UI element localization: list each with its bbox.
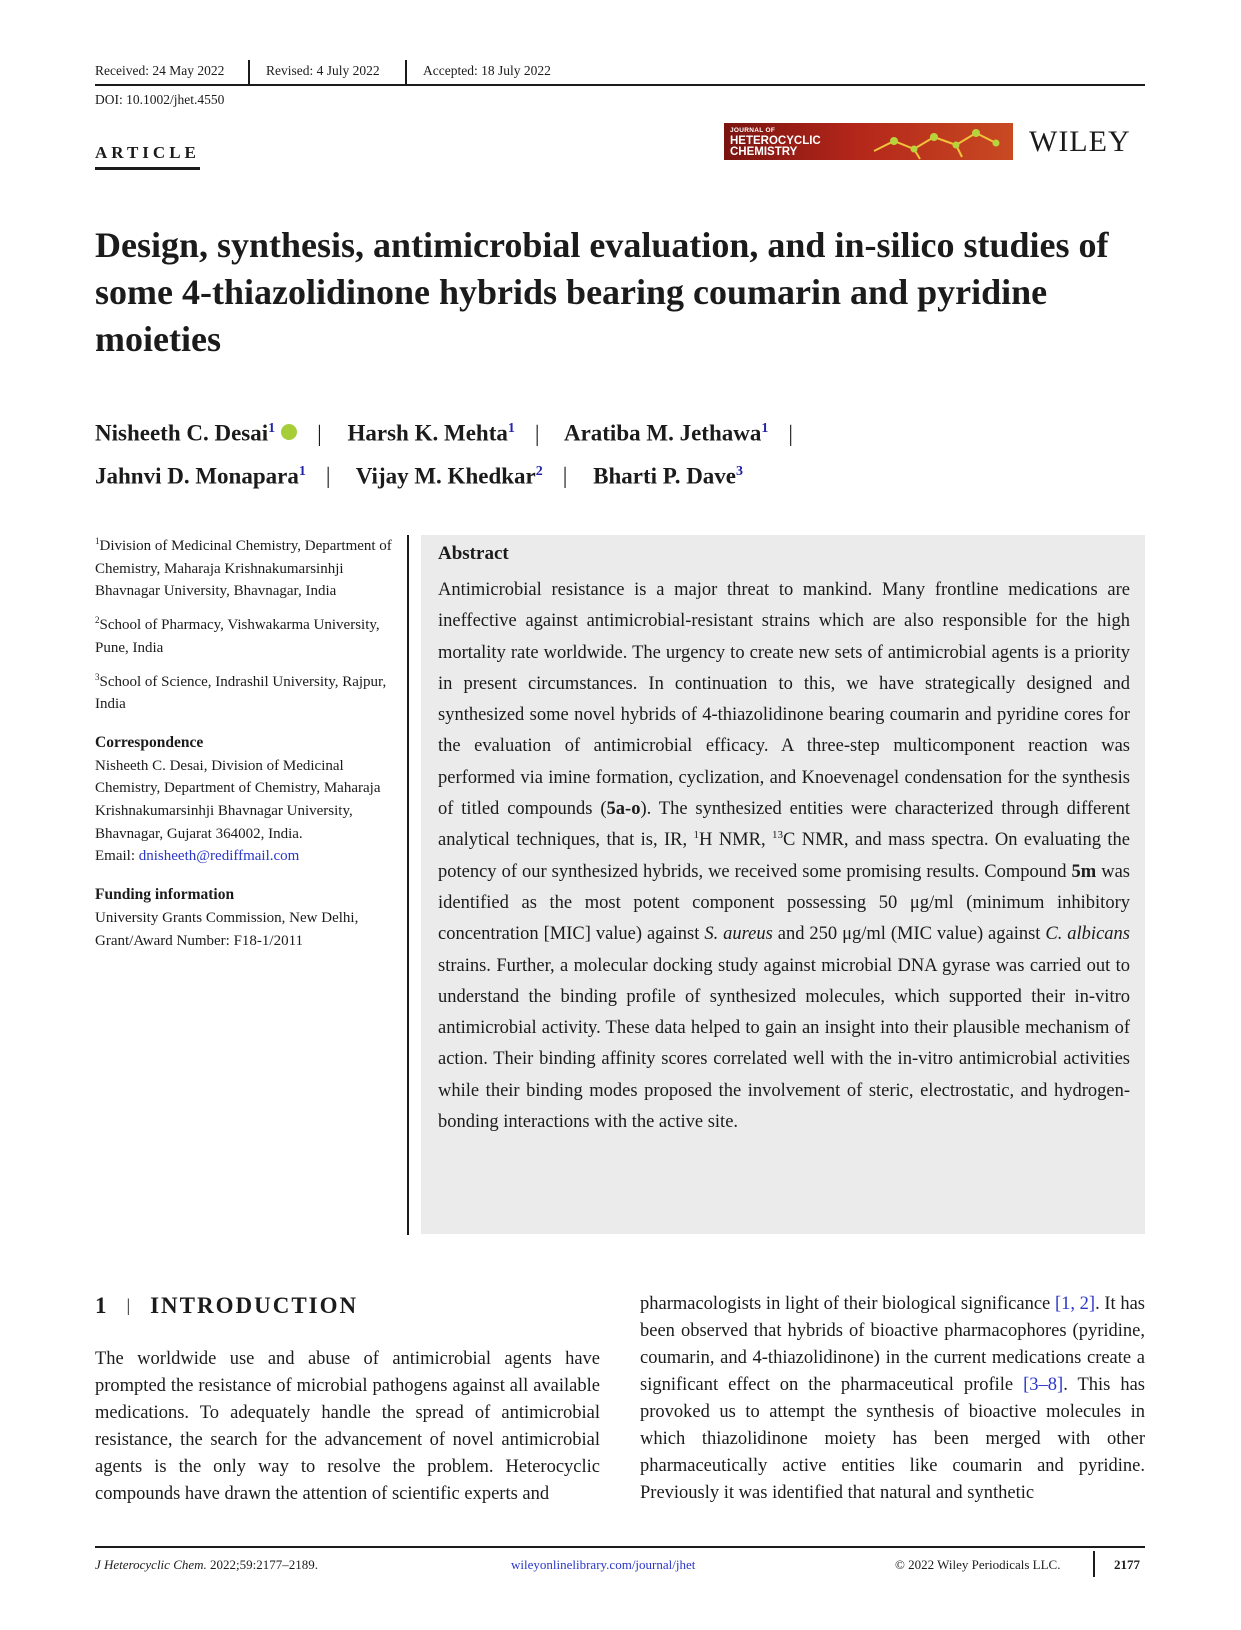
author-name[interactable]: Bharti P. Dave xyxy=(593,463,737,489)
journal-logo-text: JOURNAL OF HETEROCYCLIC CHEMISTRY xyxy=(730,127,821,158)
footer-citation: J Heterocyclic Chem. 2022;59:2177–2189. xyxy=(95,1557,319,1572)
affiliation-marker[interactable]: 1 xyxy=(507,421,515,436)
affiliation-marker[interactable]: 1 xyxy=(761,421,769,436)
divider xyxy=(1093,1551,1095,1577)
abstract-rule xyxy=(407,535,409,1235)
doi[interactable]: DOI: 10.1002/jhet.4550 xyxy=(95,92,225,107)
accepted-date: Accepted: 18 July 2022 xyxy=(423,63,551,78)
intro-column-1: The worldwide use and abuse of antimicrobial agents have prompted the resistance of microbial pathogens against all available medications. To adequately handle the spread of antimicrobial resistance, the search for the advancement of novel antimicrobial agents is the only way to resolve the problem. Heterocyclic compounds have drawn the attention of scientific experts and xyxy=(95,1349,600,1504)
abstract-heading: Abstract xyxy=(438,543,509,564)
reference-link[interactable]: [1, 2] xyxy=(1054,1294,1096,1314)
correspondence-text: Nisheeth C. Desai, Division of Medicinal Chemistry, Department of Chemistry, Maharaja Krishnakumarsinhji Bhavnagar University, Bhavnagar, Gujarat 364002, India. xyxy=(95,757,381,842)
abstract-box xyxy=(421,535,1145,1234)
author-name[interactable]: Nisheeth C. Desai xyxy=(95,420,269,446)
footer-url[interactable]: wileyonlinelibrary.com/journal/jhet xyxy=(511,1557,696,1572)
intro-column-2: pharmacologists in light of their biological significance [1, 2]. It has been observed that hybrids of bioactive pharmacophores (pyridine, coumarin, and 4-thiazolidinone) in the current medications create a significant effect on the pharmaceutical profile [3–8]. This has provoked us to attempt the synthesis of bioactive molecules in which thiazolidinone moiety has been merged with other pharmaceutically active entities like coumarin and pyridine. Previously it was identified that natural and synthetic xyxy=(640,1294,1145,1503)
author-name[interactable]: Jahnvi D. Monapara xyxy=(95,463,299,489)
author-list: Nisheeth C. Desai$^1$ | Harsh K. Mehta$^1$ | Aratiba M. Jethawa$^1$ | Jahnvi D. Monapara$^1$ | Vijay M. Khedkar$^2$ | Bharti P. Dave$^3$ xyxy=(95,420,793,489)
page-number: 2177 xyxy=(1114,1557,1140,1572)
funding-heading: Funding information xyxy=(95,886,235,904)
divider xyxy=(248,60,250,84)
author-name[interactable]: Aratiba M. Jethawa xyxy=(563,420,762,446)
footer-rule xyxy=(95,1546,1145,1548)
article-type-label: ARTICLE xyxy=(95,143,200,170)
abstract-text: Antimicrobial resistance is a major threat to mankind. Many frontline medications are ineffective against antimicrobial-resistant strains which are also responsible for the high mortality rate worldwide. The urgency to create new sets of antimicrobial agents is a priority in present circumstances. In continuation to this, we have strategically designed and synthesized some novel hybrids of 4-thiazolidinone bearing coumarin and pyridine cores for the evaluation of antimicrobial efficacy. A three-step multicomponent reaction was performed via imine formation, cyclization, and Knoevenagel condensation for the synthesis of titled compounds (5a-o). The synthesized entities were characterized through different analytical techniques, that is, IR, $^1$H NMR, $^{13}$C NMR, and mass spectra. On evaluating the potency of our synthesized hybrids, we received some promising results. Compound 5m was identified as the most potent component possessing 50 μg/ml (minimum inhibitory concentration [MIC] value) against S. aureus and 250 μg/ml (MIC value) against C. albicans strains. Further, a molecular docking study against microbial DNA gyrase was carried out to understand the binding profile of synthesized molecules, which supported their in-vitro antimicrobial activity. These data helped to gain an insight into their plausible mechanism of action. Their binding affinity scores correlated well with the in-vitro antimicrobial activities while their binding modes proposed the involvement of steric, electrostatic, and hydrogen-bonding interactions with the active site. xyxy=(438,580,1130,1133)
funding-text: University Grants Commission, New Delhi, Grant/Award Number: F18-1/2011 xyxy=(95,909,359,949)
article-info-sidebar xyxy=(95,530,395,952)
received-date: Received: 24 May 2022 xyxy=(95,63,225,78)
footer-copyright: © 2022 Wiley Periodicals LLC. xyxy=(895,1557,1061,1572)
correspondence-email-line: Email: dnisheeth@rediffmail.com xyxy=(95,848,300,865)
author-name[interactable]: Vijay M. Khedkar xyxy=(355,463,536,489)
email-link[interactable]: dnisheeth@rediffmail.com xyxy=(138,848,300,865)
dates-bar xyxy=(95,60,1145,86)
affiliation-marker[interactable]: 1 xyxy=(268,421,276,436)
affiliation-marker[interactable]: 2 xyxy=(535,463,543,479)
correspondence-heading: Correspondence xyxy=(95,733,204,751)
affiliation: $^3$School of Science, Indrashil University, Rajpur, India xyxy=(95,671,387,713)
revised-date: Revised: 4 July 2022 xyxy=(266,63,380,78)
reference-link[interactable]: [3–8] xyxy=(1023,1375,1064,1395)
section-heading: 1 | INTRODUCTION xyxy=(95,1293,359,1318)
affiliation: $^1$Division of Medicinal Chemistry, Department of Chemistry, Maharaja Krishnakumarsinhji Bhavnagar University, Bhavnagar, India xyxy=(95,536,392,600)
affiliation-marker[interactable]: 1 xyxy=(298,463,306,479)
affiliation-marker[interactable]: 3 xyxy=(736,463,744,479)
journal-logo[interactable] xyxy=(724,123,1013,160)
author-name[interactable]: Harsh K. Mehta xyxy=(347,420,508,446)
paper-title: Design, synthesis, antimicrobial evaluation, and in-silico studies of some 4-thiazolidinone hybrids bearing coumarin and pyridine moieties xyxy=(95,225,1109,359)
publisher-logo[interactable]: WILEY xyxy=(1029,125,1131,158)
affiliation: $^2$School of Pharmacy, Vishwakarma University, Pune, India xyxy=(95,615,380,656)
divider xyxy=(405,60,407,84)
orcid-icon[interactable] xyxy=(281,424,297,440)
